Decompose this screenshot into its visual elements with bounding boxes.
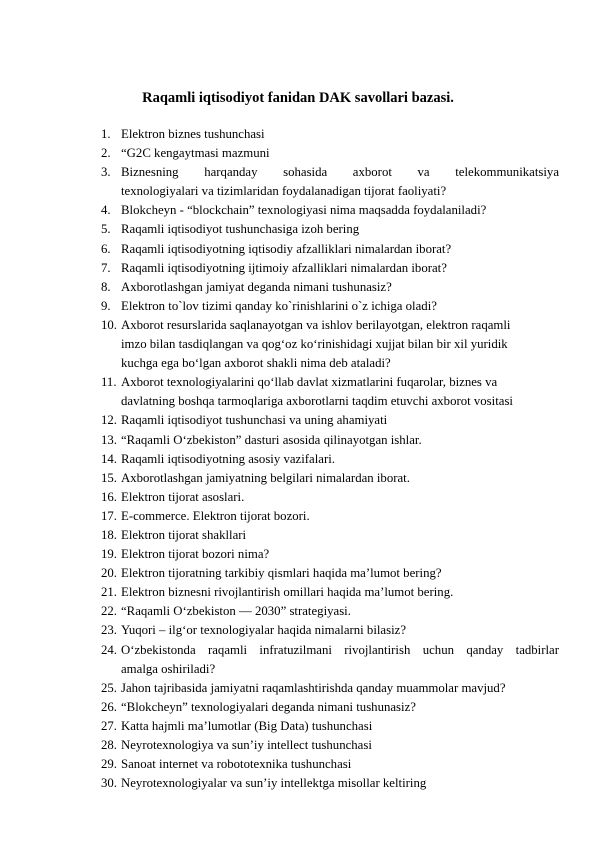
question-number: 17. — [101, 508, 117, 523]
question-text-line: amalga oshiriladi? — [121, 661, 216, 676]
question-item — [101, 220, 559, 239]
question-text-line: “G2C kengaytmasi mazmuni — [121, 146, 270, 161]
question-text-line: Elektron tijorat asoslari. — [121, 489, 245, 504]
question-text-line: “Raqamli O‘zbekiston — 2030” strategiyasi. — [121, 604, 351, 619]
question-item — [101, 201, 559, 220]
question-item — [101, 507, 559, 526]
question-item — [101, 144, 559, 163]
question-item — [101, 736, 559, 755]
question-number: 26. — [101, 699, 117, 714]
question-number: 3. — [101, 165, 111, 180]
question-item — [101, 163, 559, 201]
question-item — [101, 545, 559, 564]
question-text-line: Neyrotexnologiyalar va sun’iy intellektga misollar keltiring — [121, 776, 427, 791]
question-text-line: Axborotlashgan jamiyat deganda nimani tushunasiz? — [121, 279, 392, 294]
question-text-line: Raqamli iqtisodiyotning ijtimoiy afzalliklari nimalardan iborat? — [121, 260, 447, 275]
question-number: 19. — [101, 547, 117, 562]
question-text-line: Axborot texnologiyalarini qo‘llab davlat xizmatlarini fuqarolar, biznes va — [121, 375, 498, 390]
question-number: 14. — [101, 451, 117, 466]
question-item — [101, 602, 559, 621]
question-text-line: “Blokcheyn” texnologiyalari deganda nimani tushunasiz? — [121, 699, 416, 714]
question-number: 29. — [101, 757, 117, 772]
question-number: 10. — [101, 317, 117, 332]
question-item — [101, 316, 559, 373]
question-item — [101, 488, 559, 507]
question-text-line: Elektron tijorat shakllari — [121, 527, 247, 542]
question-text-line: Elektron biznesni rivojlantirish omillari haqida ma’lumot bering. — [121, 585, 454, 600]
question-list — [101, 125, 559, 793]
question-number: 23. — [101, 623, 117, 638]
question-number: 9. — [101, 298, 111, 313]
question-text-line: Elektron tijorat bozori nima? — [121, 547, 270, 562]
question-number: 27. — [101, 718, 117, 733]
question-text-line: Elektron biznes tushunchasi — [121, 127, 265, 141]
question-item — [101, 774, 559, 793]
question-number: 13. — [101, 432, 117, 447]
question-item — [101, 125, 559, 144]
question-item — [101, 469, 559, 488]
question-item — [101, 278, 559, 297]
question-item — [101, 240, 559, 259]
question-item — [101, 411, 559, 430]
question-text-line: E-commerce. Elektron tijorat bozori. — [121, 508, 310, 523]
question-text-line: Raqamli iqtisodiyotning asosiy vazifalari. — [121, 451, 335, 466]
question-text-line: “Raqamli O‘zbekiston” dasturi asosida qilinayotgan ishlar. — [121, 432, 422, 447]
question-number: 30. — [101, 776, 117, 791]
question-text-line: Neyrotexnologiya va sun’iy intellect tushunchasi — [121, 738, 372, 752]
question-text-line: Yuqori – ilg‘or texnologiyalar haqida nimalarni bilasiz? — [121, 623, 407, 638]
question-number: 22. — [101, 604, 117, 619]
question-number: 18. — [101, 527, 117, 542]
question-text-line: Raqamli iqtisodiyot tushunchasiga izoh bering — [121, 222, 360, 237]
question-text-line: O‘zbekistonda raqamli infratuzilmani rivojlantirish uchun qanday tadbirlar — [121, 642, 559, 657]
question-item — [101, 450, 559, 469]
question-item — [101, 373, 559, 411]
question-number: 5. — [101, 222, 111, 237]
question-number: 1. — [101, 127, 111, 141]
document-title: Raqamli iqtisodiyot fanidan DAK savollari bazasi. — [142, 90, 454, 106]
question-text-line: Raqamli iqtisodiyot tushunchasi va uning ahamiyati — [121, 413, 388, 428]
question-text-line: Elektron to`lov tizimi qanday ko`rinishlarini o`z ichiga oladi? — [121, 298, 437, 313]
question-text-line: Axborot resurslarida saqlanayotgan va ishlov berilayotgan, elektron raqamli — [121, 317, 511, 332]
question-number: 24. — [101, 642, 117, 657]
question-item — [101, 583, 559, 602]
question-number: 4. — [101, 203, 111, 218]
question-number: 25. — [101, 680, 117, 695]
question-item — [101, 526, 559, 545]
question-text-line: Axborotlashgan jamiyatning belgilari nimalardan iborat. — [121, 470, 410, 485]
question-text-line: kuchga ega bo‘lgan axborot shakli nima deb ataladi? — [121, 356, 391, 371]
question-item — [101, 259, 559, 278]
question-number: 2. — [101, 146, 111, 161]
question-text-line: Jahon tajribasida jamiyatni raqamlashtirishda qanday muammolar mavjud? — [121, 680, 506, 695]
question-text-line: Raqamli iqtisodiyotning iqtisodiy afzalliklari nimalardan iborat? — [121, 241, 452, 256]
question-text-line: davlatning boshqa tarmoqlariga axborotlarni taqdim etuvchi axborot vositasi — [121, 394, 513, 409]
question-text-line: Katta hajmli ma’lumotlar (Big Data) tushunchasi — [121, 718, 373, 733]
question-text-line: Sanoat internet va robototexnika tushunchasi — [121, 757, 352, 772]
question-text-line: Blokcheyn - “blockchain” texnologiyasi nima maqsadda foydalaniladi? — [121, 203, 487, 218]
question-item — [101, 679, 559, 698]
question-text-line: Elektron tijoratning tarkibiy qismlari haqida ma’lumot bering? — [121, 566, 442, 581]
question-number: 12. — [101, 413, 117, 428]
question-text-line: imzo bilan tasdiqlangan va qog‘oz ko‘rinishidagi xujjat bilan bir xil yuridik — [121, 337, 508, 352]
question-number: 7. — [101, 260, 111, 275]
question-number: 6. — [101, 241, 111, 256]
question-number: 21. — [101, 585, 117, 600]
question-number: 16. — [101, 489, 117, 504]
question-item — [101, 564, 559, 583]
question-item — [101, 297, 559, 316]
question-text-line: texnologiyalari va tizimlaridan foydalanadigan tijorat faoliyati? — [121, 184, 447, 199]
question-item — [101, 755, 559, 774]
question-item — [101, 717, 559, 736]
question-text-line: Biznesning harqanday sohasida axborot va telekommunikatsiya — [121, 165, 559, 180]
question-item — [101, 698, 559, 717]
question-number: 20. — [101, 566, 117, 581]
question-number: 28. — [101, 738, 117, 752]
question-item — [101, 641, 559, 679]
question-item — [101, 431, 559, 450]
question-number: 11. — [101, 375, 117, 390]
question-item — [101, 621, 559, 640]
question-number: 15. — [101, 470, 117, 485]
question-number: 8. — [101, 279, 111, 294]
